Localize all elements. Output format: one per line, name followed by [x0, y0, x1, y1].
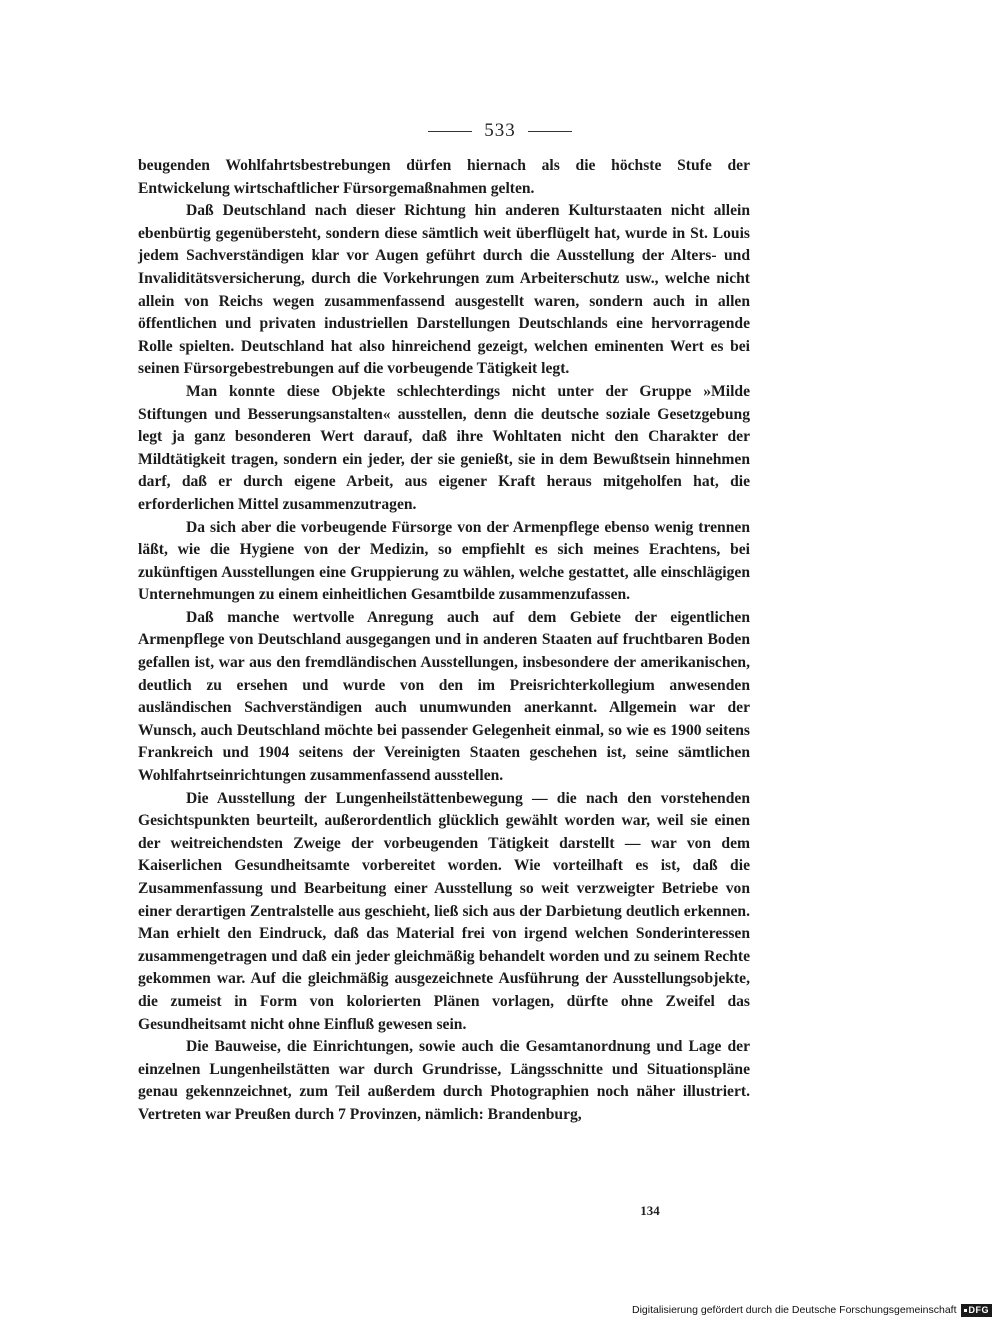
paragraph-5: Daß manche wertvolle Anregung auch auf dem Gebiete der eigentlichen Armenpflege von Deutschland ausgegangen und in anderen Staaten auf fruchtbaren Boden gefallen ist, war aus den fremdländischen Ausstellungen, insbesondere der amerikanischen, deutlich zu ersehen und wurde von den im Preisrichterkollegium anwesenden ausländischen Sachverständigen auch unumwunden anerkannt. Allgemein war der Wunsch, auch Deutschland möchte bei passender Gelegenheit einmal, so wie es 1900 seitens Frankreich und 1904 seitens der Vereinigten Staaten geschehen ist, seine sämtlichen Wohlfahrtseinrichtungen zusammenfassend ausstellen. [138, 608, 750, 785]
footer-bar [0, 1296, 1000, 1324]
page-number-dash-right [528, 131, 572, 132]
text-body [138, 155, 750, 1127]
page-number-dash-left [428, 131, 472, 132]
paragraph-4: Da sich aber die vorbeugende Fürsorge von der Armenpflege ebenso wenig trennen läßt, wie die Hygiene von der Medizin, so empfiehlt es sich meines Erachtens, bei zukünftigen Ausstellungen eine Gruppierung zu wählen, welche gestattet, alle einschlägigen Unternehmungen zu einem einheitlichen Gesamtbilde zusammenzufassen. [138, 518, 750, 604]
paragraph-2: Daß Deutschland nach dieser Richtung hin anderen Kulturstaaten nicht allein ebenbürtig gegenübersteht, sondern diese sämtlich weit überflügelt hat, wurde in St. Louis jedem Sachverständigen klar vor Augen geführt durch die Ausstellung der Alters- und Invaliditätsversicherung, durch die Vorkehrungen zum Arbeiterschutz usw., welche nicht allein von Reichs wegen zusammenfassend ausgestellt waren, sondern auch in allen öffentlichen und privaten industriellen Darstellungen Deutschlands eine hervorragende Rolle spielten. Deutschland hat also hinreichend gezeigt, welchen eminenten Wert es bei seinen Fürsorgebestrebungen auf die vorbeugende Tätigkeit legt. [138, 202, 750, 378]
page-number-text: 533 [484, 120, 516, 141]
paragraph-1: beugenden Wohlfahrtsbestrebungen dürfen hiernach als die höchste Stufe der Entwickelung wirtschaftlicher Fürsorgemaßnahmen gelten. [138, 157, 750, 197]
paragraph-7: Die Bauweise, die Einrichtungen, sowie auch die Gesamtanordnung und Lage der einzelnen Lungenheilstätten war durch Grundrisse, Längsschnitte und Situationspläne genau gekennzeichnet, zum Teil außerdem durch Photographien noch näher illustriert. Vertreten war Preußen durch 7 Provinzen, nämlich: Brandenburg, [138, 1038, 750, 1123]
footer-text: Digitalisierung gefördert durch die Deutsche Forschungsgemeinschaft [631, 1304, 957, 1316]
paragraph-6: Die Ausstellung der Lungenheilstättenbewegung — die nach den vorstehenden Gesichtspunkten beurteilt, außerordentlich glücklich gewählt worden war, weil sie einen der weitreichendsten Zweige der vorbeugenden Tätigkeit darstellt — war von dem Kaiserlichen Gesundheitsamte vorbereitet worden. Wie vorteilhaft es ist, daß die Zusammenfassung und Bearbeitung einer Ausstellung so weit verzweigter Betriebe von einer derartigen Zentralstelle aus geschieht, ließ sich aus der Darbietung deutlich erkennen. Man erhielt den Eindruck, daß das Material frei von irgend welchen Sonderinteressen zusammengetragen und daß ein jeder gleichmäßig behandelt worden und zu seinem Rechte gekommen war. Auf die gleichmäßig ausgezeichnete Ausführung der Ausstellungsobjekte, die zumeist in Form von kolorierten Plänen vorlagen, dürfte ohne Zweifel das Gesundheitsamt nicht ohne Einfluß gewesen sein. [138, 789, 750, 1033]
dfg-logo-icon [961, 1304, 993, 1317]
paragraph-3: Man konnte diese Objekte schlechterdings nicht unter der Gruppe »Milde Stiftungen und Besserungsanstalten« ausstellen, denn die deutsche soziale Gesetzgebung legt ja ganz besonderen Wert darauf, daß ihre Wohltaten nicht den Charakter der Mildtätigkeit tragen, sondern ein jeder, der sie genießt, sie in dem Bewußtsein hinnehmen darf, daß er durch eigene Arbeit, aus eigener Kraft heraus mitgeholfen hat, die erforderlichen Mittel zusammenzutragen. [138, 382, 750, 513]
signature-mark: 134 [640, 1203, 660, 1218]
dfg-logo-dot [964, 1309, 967, 1312]
page-number [0, 120, 1000, 142]
dfg-logo-text: DFG [968, 1305, 989, 1315]
